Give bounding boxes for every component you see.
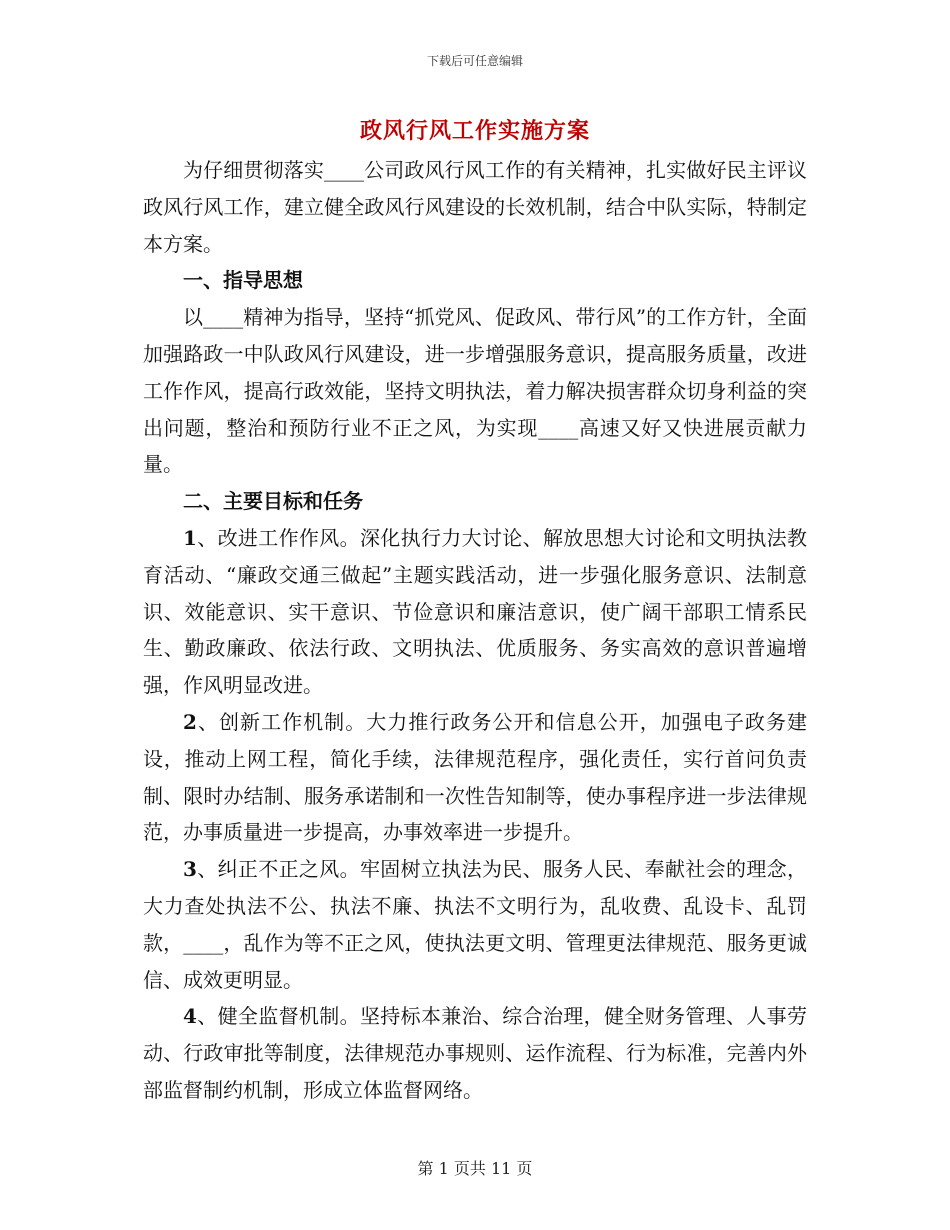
task-item-4	[143, 998, 807, 1108]
page-header: 下载后可任意编辑	[426, 54, 523, 68]
section-heading-guiding-ideology: 一、指导思想	[183, 268, 303, 293]
task-item-number: 2	[183, 709, 197, 734]
task-item-number: 4	[183, 1004, 197, 1029]
task-item-text: 、纠正不正之风。牢固树立执法为民、服务人民、奉献社会的理念，大力查处执法不公、执法不廉、执法不文明行为，乱收费、乱设卡、乱罚款，____，乱作为等不正之风，使执法更文明、管理更法律规范、服务更诚信、成效更明显。	[143, 857, 807, 992]
page-footer: 第 1 页共 11 页	[417, 1159, 533, 1178]
task-item-3	[143, 851, 807, 998]
task-item-1	[143, 520, 807, 704]
guiding-ideology-paragraph: 以____精神为指导，坚持“抓党风、促政风、带行风”的工作方针，全面加强路政一中队政风行风建设，进一步增强服务意识，提高服务质量，改进工作作风，提高行政效能，坚持文明执法，着力解决损害群众切身利益的突出问题，整治和预防行业不正之风，为实现____高速又好又快进展贡献力量。	[143, 305, 807, 477]
intro-paragraph: 为仔细贯彻落实____公司政风行风工作的有关精神，扎实做好民主评议政风行风工作，建立健全政风行风建设的长效机制，结合中队实际，特制定本方案。	[143, 158, 807, 256]
task-item-2	[143, 704, 807, 851]
task-item-text: 、改进工作作风。深化执行力大讨论、解放思想大讨论和文明执法教育活动、“廉政交通三做起”主题实践活动，进一步强化服务意识、法制意识、效能意识、实干意识、节俭意识和廉洁意识，使广阔干部职工情系民生、勤政廉政、依法行政、文明执法、优质服务、务实高效的意识普遍增强，作风明显改进。	[143, 525, 807, 698]
task-item-number: 1	[183, 525, 197, 550]
document-body	[143, 152, 807, 1109]
document-title: 政风行风工作实施方案	[359, 118, 590, 144]
task-item-text: 、健全监督机制。坚持标本兼治、综合治理，健全财务管理、人事劳动、行政审批等制度，法律规范办事规则、运作流程、行为标准，完善内外部监督制约机制，形成立体监督网络。	[143, 1004, 807, 1102]
task-item-number: 3	[183, 857, 197, 882]
section-heading-goals-tasks: 二、主要目标和任务	[183, 489, 363, 514]
task-item-text: 、创新工作机制。大力推行政务公开和信息公开，加强电子政务建设，推动上网工程，简化手续，法律规范程序，强化责任，实行首问负责制、限时办结制、服务承诺制和一次性告知制等，使办事程序进一步法律规范，办事质量进一步提高，办事效率进一步提升。	[143, 709, 807, 845]
